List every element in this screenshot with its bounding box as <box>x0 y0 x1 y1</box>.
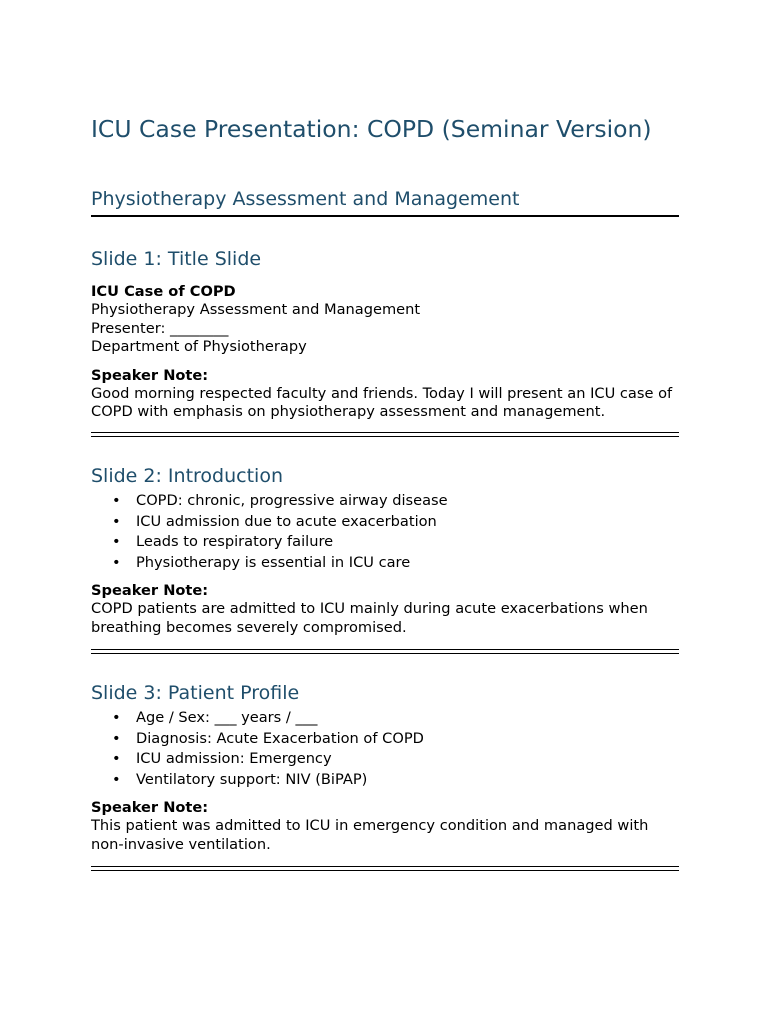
speaker-note-text: COPD patients are admitted to ICU mainly during acute exacerbations when breathing becomes severely compromised. <box>91 600 648 636</box>
slide-divider <box>91 866 679 871</box>
bullet-icon: • <box>112 770 121 788</box>
list-item-text: Leads to respiratory failure <box>136 533 334 550</box>
bullet-icon: • <box>112 553 121 571</box>
list-item-text: Physiotherapy is essential in ICU care <box>136 553 411 571</box>
bullet-icon: • <box>112 709 121 726</box>
list-item-text: ICU admission: Emergency <box>136 750 332 767</box>
bullet-icon: • <box>112 533 121 550</box>
slide-3-bullet-list <box>91 708 679 790</box>
list-item <box>91 708 679 729</box>
list-item <box>91 553 679 574</box>
slide-1-title: ICU Case of COPD <box>91 283 236 300</box>
slide-divider <box>91 649 679 654</box>
slide-3-section <box>91 680 679 854</box>
bullet-icon: • <box>112 492 121 509</box>
list-item-text: Ventilatory support: NIV (BiPAP) <box>136 770 368 788</box>
list-item-text: Age / Sex: ___ years / ___ <box>136 709 318 726</box>
slide-1-section <box>91 246 679 422</box>
list-item <box>91 729 679 750</box>
speaker-note-text: This patient was admitted to ICU in emergency condition and managed with non-invasive ventilation. <box>91 817 649 853</box>
bullet-icon: • <box>112 512 121 530</box>
slide-2-speaker-note <box>91 582 679 637</box>
slide-1-line: Presenter: ________ <box>91 319 229 337</box>
bullet-icon: • <box>112 729 121 747</box>
slide-3-speaker-note <box>91 799 679 854</box>
list-item-text: Diagnosis: Acute Exacerbation of COPD <box>136 729 424 747</box>
bullet-icon: • <box>112 750 121 767</box>
slide-1-line: Department of Physiotherapy <box>91 338 307 356</box>
list-item <box>91 749 679 770</box>
document-subtitle: Physiotherapy Assessment and Management <box>91 188 520 210</box>
list-item <box>91 770 679 791</box>
slide-divider <box>91 432 679 437</box>
speaker-note-text: Good morning respected faculty and friends. Today I will present an ICU case of COPD with emphasis on physiotherapy assessment and management. <box>91 385 673 421</box>
slide-1-heading: Slide 1: Title Slide <box>91 248 262 270</box>
slide-1-speaker-note <box>91 367 679 422</box>
document-title: ICU Case Presentation: COPD (Seminar Version) <box>91 115 652 143</box>
list-item-text: ICU admission due to acute exacerbation <box>136 512 437 530</box>
slide-1-title-block <box>91 283 679 357</box>
list-item <box>91 491 679 512</box>
slide-2-bullet-list <box>91 491 679 573</box>
slide-1-line: Physiotherapy Assessment and Management <box>91 301 421 319</box>
list-item <box>91 512 679 533</box>
slide-2-section <box>91 463 679 637</box>
title-divider <box>91 215 679 217</box>
speaker-note-label: Speaker Note: <box>91 799 209 816</box>
speaker-note-label: Speaker Note: <box>91 366 209 384</box>
list-item <box>91 532 679 553</box>
speaker-note-label: Speaker Note: <box>91 582 209 599</box>
slide-2-heading: Slide 2: Introduction <box>91 465 283 487</box>
slide-3-heading: Slide 3: Patient Profile <box>91 682 300 704</box>
list-item-text: COPD: chronic, progressive airway disease <box>136 492 448 509</box>
